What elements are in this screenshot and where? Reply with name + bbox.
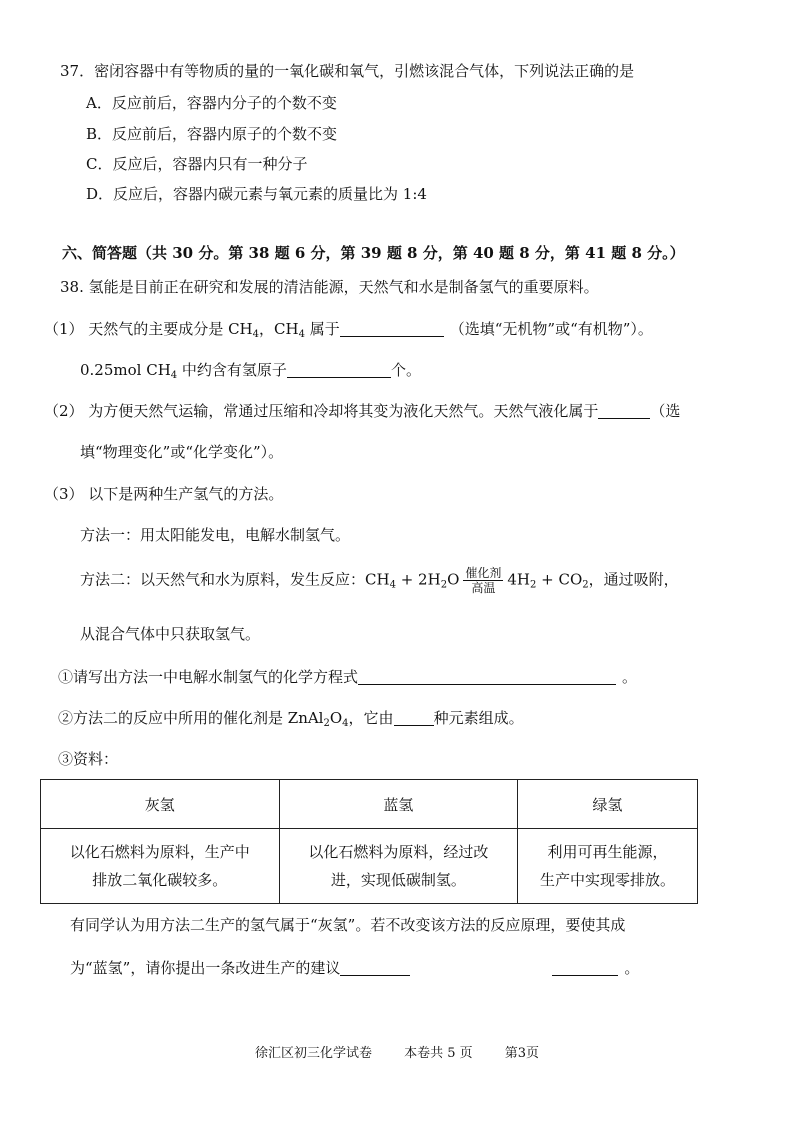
answer-blank[interactable]: [340, 961, 410, 976]
equation-text: + 2H: [395, 570, 441, 589]
final-question-line-2: [70, 961, 639, 976]
text: （选: [650, 402, 681, 420]
text: 。: [622, 668, 638, 686]
subscript: 2: [440, 579, 448, 591]
final-question-line-1: 有同学认为用方法二生产的氢气属于“灰氢”。若不改变该方法的反应原理，要使其成: [70, 916, 626, 934]
subquestion-3: ③资料：: [58, 750, 119, 768]
question-38-part-1-line-2: [80, 363, 421, 381]
text: 方法二：以天然气和水为原料，发生反应：: [80, 570, 366, 589]
text: 0.25mol CH: [80, 361, 171, 379]
text: 为“蓝氢”，请你提出一条改进生产的建议: [70, 959, 341, 977]
text: ，CH: [259, 320, 299, 338]
answer-blank[interactable]: [287, 363, 391, 378]
question-38-part-2-line-2: 填“物理变化”或“化学变化”）。: [80, 443, 284, 461]
answer-blank[interactable]: [394, 711, 434, 726]
equation-text: CH: [365, 570, 390, 589]
text: 中约含有氢原子: [177, 361, 287, 379]
subscript: 4: [389, 579, 396, 591]
subquestion-1: [58, 670, 637, 685]
text: ①请写出方法一中电解水制氢气的化学方程式: [58, 668, 359, 686]
subscript: 4: [342, 718, 349, 729]
cell-line: 利用可再生能源，: [547, 843, 668, 861]
cell-line: 以化石燃料为原料，生产中: [69, 843, 250, 861]
section-6-heading: 六、简答题（共 30 分。第 38 题 6 分，第 39 题 8 分，第 40 题 8 分，第 41 题 8 分。）: [62, 244, 685, 262]
header-blue-hydrogen: 蓝氢: [279, 780, 518, 829]
cell-blue-hydrogen: [279, 829, 518, 904]
question-38-part-3: （3） 以下是两种生产氢气的方法。: [44, 485, 284, 503]
subscript: 4: [170, 370, 178, 381]
equation-text: 4H: [507, 570, 531, 589]
temperature-label: 高温: [471, 581, 496, 595]
text: （选填“无机物”或“有机物”）。: [449, 320, 653, 338]
method-1: 方法一：用太阳能发电，电解水制氢气。: [80, 526, 351, 544]
text: （1） 天然气的主要成分是 CH: [44, 320, 253, 338]
exam-name: 徐汇区初三化学试卷: [254, 1046, 372, 1061]
text: O: [329, 709, 343, 727]
cell-line: 生产中实现零排放。: [540, 871, 676, 889]
text: （2） 为方便天然气运输，常通过压缩和冷却将其变为液化天然气。天然气液化属于: [44, 402, 599, 420]
subscript: 4: [298, 329, 305, 340]
header-green-hydrogen: 绿氢: [518, 780, 698, 829]
answer-blank[interactable]: [552, 961, 618, 976]
subscript: 2: [530, 579, 537, 591]
method-2-line-2: 从混合气体中只获取氢气。: [80, 625, 261, 643]
method-2: [80, 567, 679, 594]
question-38-part-1: [44, 322, 653, 340]
equation-text: O: [447, 570, 460, 589]
question-37-option-b: B．反应前后，容器内原子的个数不变: [86, 125, 338, 143]
subscript: 2: [323, 718, 330, 729]
question-38-part-2: [44, 404, 680, 419]
answer-blank[interactable]: [340, 322, 444, 337]
text: 属于: [304, 320, 340, 338]
header-grey-hydrogen: 灰氢: [41, 780, 280, 829]
cell-line: 排放二氧化碳较多。: [92, 871, 228, 889]
equation-text: + CO: [536, 570, 583, 589]
answer-blank[interactable]: [598, 404, 650, 419]
text: 个。: [390, 361, 421, 379]
text: ，通过吸附，: [588, 570, 679, 589]
page-number: 第3页: [504, 1046, 540, 1061]
subscript: 2: [582, 579, 589, 591]
answer-blank[interactable]: [358, 670, 616, 685]
question-37-option-d: D．反应后，容器内碳元素与氧元素的质量比为 1:4: [86, 185, 427, 203]
subscript: 4: [252, 329, 260, 340]
text: 。: [624, 959, 640, 977]
cell-line: 进，实现低碳制氢。: [330, 871, 466, 889]
cell-grey-hydrogen: [41, 829, 280, 904]
text: 种元素组成。: [433, 709, 524, 727]
text: ②方法二的反应中所用的催化剂是 ZnAl: [58, 709, 324, 727]
page-footer: [0, 1042, 794, 1061]
table-header-row: [41, 780, 698, 829]
question-37-option-c: C．反应后，容器内只有一种分子: [86, 155, 308, 173]
question-38-intro: 38. 氢能是目前正在研究和发展的清洁能源，天然气和水是制备氢气的重要原料。: [60, 278, 599, 296]
hydrogen-types-table: [40, 779, 698, 904]
table-row: [41, 829, 698, 904]
catalyst-label: 催化剂: [465, 566, 502, 580]
text: ，它由: [348, 709, 394, 727]
question-37-stem: 37．密闭容器中有等物质的量的一氧化碳和氧气，引燃该混合气体，下列说法正确的是: [60, 62, 635, 80]
subquestion-2: [58, 711, 524, 729]
question-37-option-a: A．反应前后，容器内分子的个数不变: [86, 94, 337, 112]
reaction-condition: [463, 567, 503, 594]
cell-green-hydrogen: [518, 829, 698, 904]
total-pages: 本卷共 5 页: [404, 1046, 473, 1061]
cell-line: 以化石燃料为原料，经过改: [308, 843, 489, 861]
